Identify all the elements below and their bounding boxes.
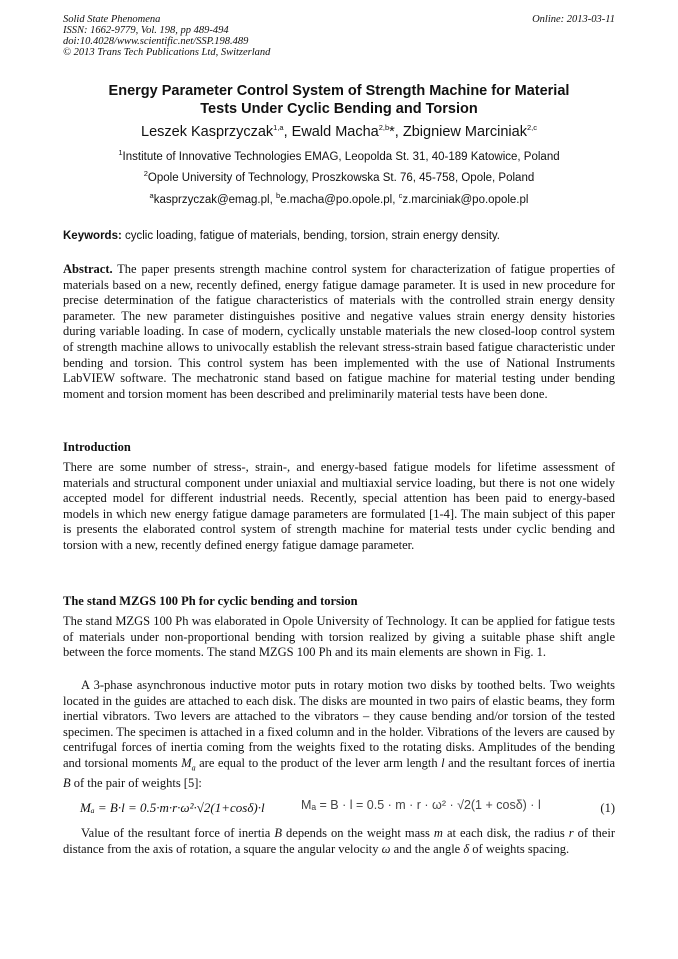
- p3-text-b: depends on the weight mass: [282, 826, 434, 840]
- author-2: , Ewald Macha: [283, 124, 379, 140]
- p3-symbol-r: r: [568, 826, 574, 840]
- author-1: Leszek Kasprzyczak: [141, 124, 274, 140]
- issn: ISSN: 1662-9779, Vol. 198, pp 489-494: [63, 25, 229, 36]
- p3-symbol-B: B: [274, 826, 282, 840]
- p3-text-e: and the angle: [390, 841, 464, 856]
- stand-heading: The stand MZGS 100 Ph for cyclic bending and torsion: [63, 594, 358, 608]
- equation-number: (1): [600, 801, 615, 815]
- author-emails: [63, 193, 615, 207]
- p2-text-a: A 3-phase asynchronous inductive motor puts in rotary motion two disks by toothed belts. Two weights located in the guides are attached to each disk. The disks are mounted in two pairs of elastic beams, they form inertial vibrators. Two levers are attached to the vibrators – they cause bending and/or torsion of the tested specimen. The specimen is attached in a fixed column and in the holder. Vibrations of the levers are caused by centrifugal forces of inertia coming from the weights fixed to the rotating disks. Amplitudes of the bending and torsional moments: [63, 678, 615, 770]
- p3-text-a: Value of the resultant force of inertia: [81, 826, 275, 840]
- abstract-text: The paper presents strength machine control system for characterization of fatigue properties of materials based on a new, recently defined, energy fatigue damage parameter. It is used in new procedure for precise determination of the fatigue characteristics of materials with the controlled strain energy density parameter. The new parameter distinguishes positive and negative values strain energy density histories during variable loading. In case of modern, cyclically unstable materials the new closed-loop control system of strength machine allows to univocally establish the relevant stress-strain based fatigue characteristic under bending and torsion. This control system has been implemented with the use of National Instruments LabVIEW software. The mechatronic stand based on fatigue machine for material testing under bending moment and torsion moment has been described and preliminarily material tests have been done.: [63, 262, 615, 401]
- p2-symbol-B: B: [63, 776, 71, 791]
- online-date: Online: 2013-03-11: [532, 14, 615, 25]
- stand-paragraph-2: [63, 678, 615, 792]
- email-a-sup: a: [149, 191, 154, 201]
- p2-symbol-l: l: [441, 755, 445, 770]
- doi: doi:10.4028/www.scientific.net/SSP.198.489: [63, 36, 249, 47]
- affiliation-1: [63, 150, 615, 164]
- abstract-label: Abstract.: [63, 262, 113, 276]
- email-c-sup: c: [398, 191, 403, 201]
- equation-1: [63, 797, 615, 821]
- email-c[interactable]: z.marciniak@po.opole.pl: [402, 194, 529, 206]
- email-b-sup: b: [275, 191, 281, 201]
- p3-text-c: at each disk, the radius: [442, 826, 569, 840]
- keywords-text: cyclic loading, fatigue of materials, bending, torsion, strain energy density.: [121, 230, 501, 242]
- author-list: [63, 123, 615, 141]
- equation-formula-image: Mₐ = B · l = 0.5 · m · r · ω² · √2(1 + cosδ) · l: [301, 798, 541, 812]
- author-3: *, Zbigniew Marciniak: [389, 124, 527, 140]
- p2-text-c: and the resultant forces of inertia: [444, 755, 615, 770]
- author-1-sup: 1,a: [273, 123, 284, 133]
- affiliation-1-sup: 1: [118, 148, 123, 158]
- p3-text-d: of their distance from the axis of rotation, a square the angular velocity: [63, 826, 615, 856]
- keywords-label: Keywords:: [63, 230, 122, 242]
- p2-text-b: are equal to the product of the lever arm length: [195, 755, 442, 770]
- copyright: © 2013 Trans Tech Publications Ltd, Switzerland: [63, 47, 271, 58]
- p3-symbol-omega: ω: [381, 841, 391, 856]
- email-a[interactable]: kasprzyczak@emag.pl,: [153, 194, 276, 206]
- journal-header: [63, 14, 615, 58]
- affiliation-1-text: Institute of Innovative Technologies EMAG, Leopolda St. 31, 40-189 Katowice, Poland: [122, 151, 560, 163]
- affiliation-2-text: Opole University of Technology, Proszkowska St. 76, 45-758, Opole, Poland: [147, 172, 535, 184]
- p2-symbol-Ma-sub: a: [191, 763, 196, 773]
- p3-symbol-delta: δ: [463, 841, 470, 856]
- stand-paragraph-1: The stand MZGS 100 Ph was elaborated in Opole University of Technology. It can be applied for fatigue tests of materials under non-proportional bending with torsion realized by giving a suitable phase shift angle between the force moments. The stand MZGS 100 Ph and its main elements are shown in Fig. 1.: [63, 614, 615, 660]
- p3-text-f: of weights spacing.: [469, 841, 570, 856]
- introduction-heading: Introduction: [63, 440, 131, 454]
- affiliation-2: [63, 171, 615, 185]
- title-line-2: Tests Under Cyclic Bending and Torsion: [200, 101, 478, 117]
- abstract: [63, 262, 615, 402]
- affiliation-2-sup: 2: [143, 169, 148, 179]
- p2-symbol-Ma: M: [181, 755, 192, 770]
- equation-formula: Mₐ = B·l = 0.5·m·r·ω²·√2(1+cosδ)·l: [80, 800, 265, 815]
- p3-symbol-m: m: [433, 826, 443, 840]
- introduction-text: There are some number of stress-, strain-, and energy-based fatigue models for lifetime assessment of materials and structural component under uniaxial and multiaxial service loading, but there is not one widely accepted model for different industrial needs. Recently, special attention has been paid to energy-based models in which new energy fatigue damage parameters are formulated [1-4]. The main subject of this paper is presents the elaborated control system of strength machine for material tests under cyclic bending and torsion with a new, recently defined energy fatigue damage parameter.: [63, 460, 615, 552]
- journal-name: Solid State Phenomena: [63, 14, 161, 25]
- author-3-sup: 2,c: [526, 123, 537, 133]
- p2-text-d: of the pair of weights [5]:: [70, 776, 202, 791]
- title-line-1: Energy Parameter Control System of Strength Machine for Material: [108, 83, 570, 99]
- email-b[interactable]: e.macha@po.opole.pl,: [280, 194, 399, 206]
- stand-paragraph-3: [63, 826, 615, 857]
- paper-title: [63, 82, 615, 118]
- author-2-sup: 2,b: [378, 123, 390, 133]
- keywords: [63, 229, 615, 243]
